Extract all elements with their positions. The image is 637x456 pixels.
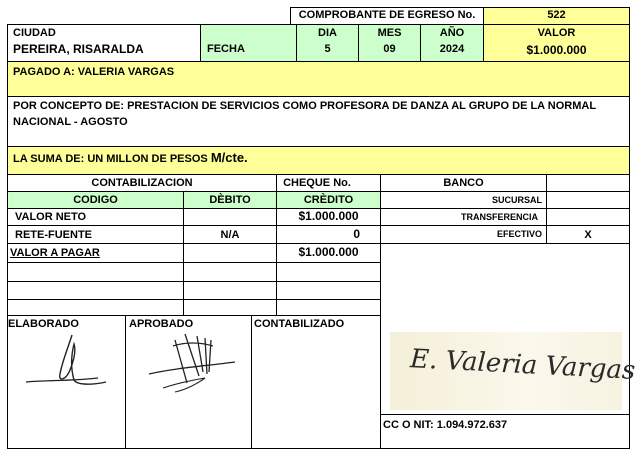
transfer-label: TRANSFERENCIA: [460, 212, 538, 222]
col-code: CODIGO: [73, 194, 118, 206]
amount-label: VALOR: [537, 27, 576, 39]
year-label: AÑO: [439, 27, 465, 39]
year-value: 2024: [439, 43, 465, 55]
paid-to: PAGADO A: VALERIA VARGAS: [13, 66, 175, 78]
col-credit: CRÈDITO: [303, 194, 354, 206]
sum-prefix: LA SUMA DE: UN MILLON DE PESOS: [13, 153, 211, 165]
sum-in-words: [13, 151, 248, 166]
approved-label: APROBADO: [129, 318, 194, 330]
date-label: FECHA: [207, 43, 245, 55]
payee-id: CC O NIT: 1.094.972.637: [383, 419, 508, 431]
branch-label: SUCURSAL: [491, 195, 542, 205]
cash-mark: X: [584, 229, 592, 241]
concept: POR CONCEPTO DE: PRESTACION DE SERVICIOS COMO PROFESORA DE DANZA AL GRUPO DE LA NORMAL NACIONAL - AGOSTO: [13, 100, 596, 128]
accounted-label: CONTABILIZADO: [254, 318, 345, 330]
approved-signature: [145, 328, 240, 418]
table-row-code: RETE-FUENTE: [15, 229, 92, 241]
day-value: 5: [324, 43, 331, 55]
table-row-debit: N/A: [220, 229, 240, 241]
cash-label: EFECTIVO: [496, 229, 542, 239]
month-value: 09: [383, 43, 396, 55]
city-label: CIUDAD: [13, 27, 56, 39]
payee-signature: E. Valeria Vargas: [409, 344, 637, 386]
table-row-credit: 0: [353, 227, 360, 241]
col-debit: DÈBITO: [209, 194, 251, 206]
bank-label: BANCO: [443, 177, 484, 189]
voucher-title: COMPROBANTE DE EGRESO No.: [298, 9, 476, 21]
city-value: PEREIRA, RISARALDA: [13, 42, 144, 56]
month-label: MES: [377, 27, 402, 39]
table-row-code: VALOR NETO: [15, 211, 87, 223]
check-label: CHEQUE No.: [283, 177, 351, 189]
prepared-label: ELABORADO: [8, 318, 79, 330]
table-row-credit: $1.000.000: [298, 245, 359, 259]
accounting-title: CONTABILIZACION: [91, 177, 193, 189]
voucher-number: 522: [547, 9, 566, 21]
sum-suffix: M/cte.: [210, 150, 248, 165]
table-row-code: VALOR A PAGAR: [10, 247, 100, 259]
table-row-credit: $1.000.000: [298, 209, 359, 223]
day-label: DIA: [318, 27, 337, 39]
amount-value: $1.000.000: [526, 43, 587, 57]
prepared-signature: [22, 330, 122, 395]
